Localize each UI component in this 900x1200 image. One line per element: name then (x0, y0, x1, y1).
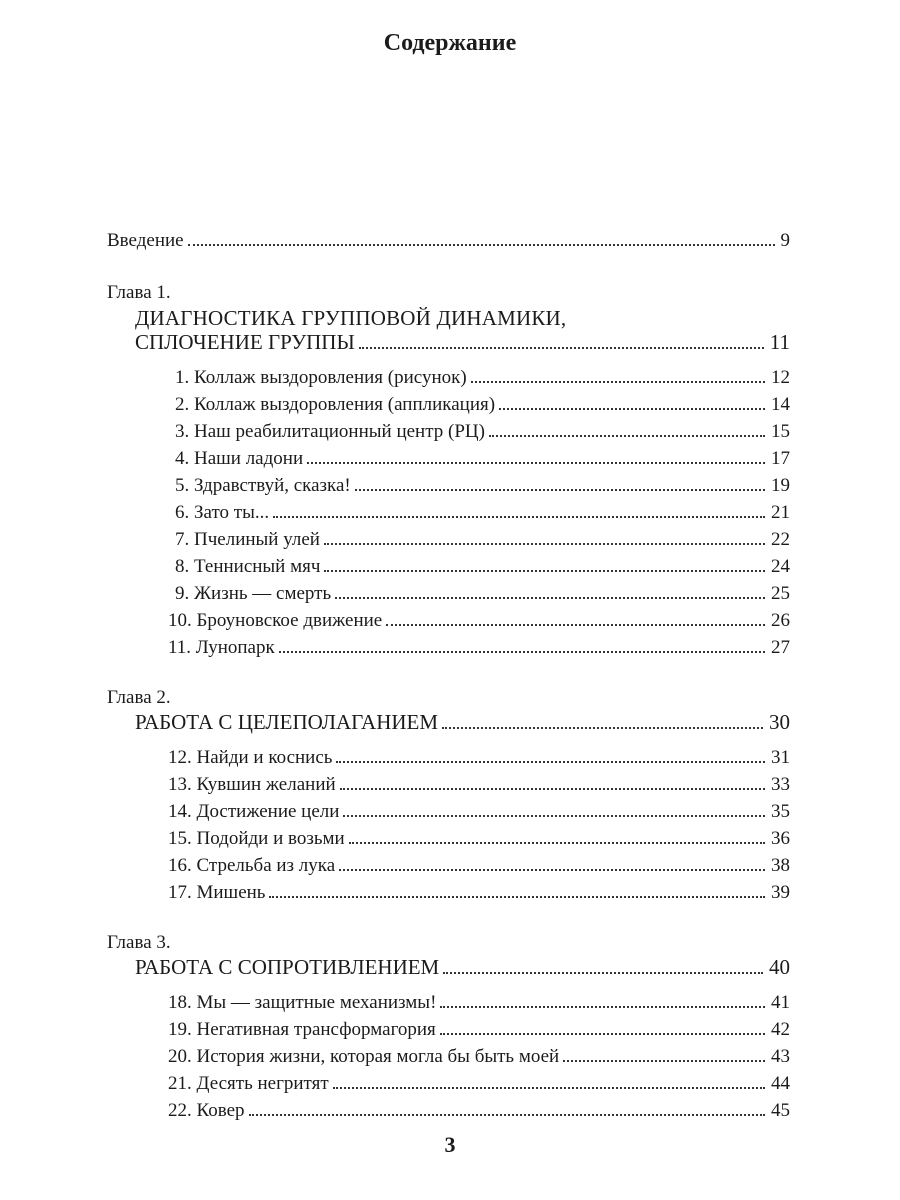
dot-leader (349, 842, 765, 844)
toc-item (175, 528, 790, 552)
toc-item (168, 991, 790, 1015)
toc-item-label: 1. Коллаж выздоровления (рисунок) (175, 367, 467, 388)
chapter-3-label: Глава 3. (107, 932, 171, 953)
dot-leader (440, 1033, 765, 1035)
toc-item-page: 43 (771, 1046, 790, 1067)
toc-item-label: 5. Здравствуй, сказка! (175, 475, 351, 496)
toc-item-label: 7. Пчелиный улей (175, 529, 320, 550)
dot-leader (489, 435, 765, 437)
toc-item-page: 24 (771, 556, 790, 577)
chapter-title-text: РАБОТА С СОПРОТИВЛЕНИЕМ (135, 955, 440, 979)
dot-leader (471, 381, 765, 383)
toc-item (168, 773, 790, 797)
chapter-3-title (135, 955, 790, 979)
toc-item-label: 11. Лунопарк (168, 637, 275, 658)
toc-item (168, 827, 790, 851)
chapter-title-text: РАБОТА С ЦЕЛЕПОЛАГАНИЕМ (135, 710, 439, 734)
toc-item-page: 27 (771, 637, 790, 658)
toc-item (175, 420, 790, 444)
toc-item-page: 31 (771, 747, 790, 768)
toc-item (168, 1072, 790, 1096)
toc-item-page: 14 (771, 394, 790, 415)
toc-item (168, 636, 790, 660)
dot-leader (343, 815, 765, 817)
toc-item-label: 15. Подойди и возьми (168, 828, 345, 849)
toc-item-page: 25 (771, 583, 790, 604)
toc-entry-page: 9 (780, 230, 790, 251)
toc-item-page: 15 (771, 421, 790, 442)
toc-item-label: 6. Зато ты... (175, 502, 270, 523)
toc-item-page: 45 (771, 1100, 790, 1121)
chapter-page: 40 (769, 955, 790, 979)
toc-item (175, 447, 790, 471)
dot-leader (324, 543, 765, 545)
page-title: Содержание (383, 30, 517, 56)
toc-item-page: 38 (771, 855, 790, 876)
toc-item-label: 22. Ковер (168, 1100, 245, 1121)
toc-item (168, 609, 790, 633)
dot-leader (279, 651, 765, 653)
toc-item-label: 8. Теннисный мяч (175, 556, 321, 577)
toc-item-label: 14. Достижение цели (168, 801, 340, 822)
toc-item (175, 474, 790, 498)
toc-item-label: 20. История жизни, которая могла бы быть моей (168, 1046, 560, 1067)
toc-entry-intro (107, 229, 790, 253)
toc-entry-label: Введение (107, 230, 184, 251)
toc-item (168, 1045, 790, 1069)
toc-item-label: 21. Десять негритят (168, 1073, 329, 1094)
toc-item-label: 19. Негативная трансформагория (168, 1019, 436, 1040)
toc-item-label: 9. Жизнь — смерть (175, 583, 332, 604)
toc-item (175, 366, 790, 390)
dot-leader (335, 597, 765, 599)
toc-item-label: 4. Наши ладони (175, 448, 304, 469)
toc-item-page: 26 (771, 610, 790, 631)
dot-leader (340, 788, 765, 790)
dot-leader (442, 727, 763, 729)
dot-leader (499, 408, 765, 410)
dot-leader (336, 761, 765, 763)
chapter-title-text: СПЛОЧЕНИЕ ГРУППЫ (135, 330, 355, 354)
toc-item-page: 39 (771, 882, 790, 903)
toc-item-label: 10. Броуновское движение (168, 610, 383, 631)
dot-leader (249, 1114, 765, 1116)
dot-leader (324, 570, 765, 572)
toc-item (168, 800, 790, 824)
toc-item-page: 17 (771, 448, 790, 469)
toc-item (168, 746, 790, 770)
dot-leader (269, 896, 765, 898)
dot-leader (355, 489, 765, 491)
toc-item (168, 881, 790, 905)
toc-item-page: 12 (771, 367, 790, 388)
toc-item-page: 44 (771, 1073, 790, 1094)
toc-item (175, 555, 790, 579)
toc-item-page: 35 (771, 801, 790, 822)
page-number: 3 (444, 1132, 456, 1157)
toc-item-page: 33 (771, 774, 790, 795)
toc-item-label: 17. Мишень (168, 882, 266, 903)
chapter-page: 30 (769, 710, 790, 734)
toc-item-page: 42 (771, 1019, 790, 1040)
dot-leader (188, 244, 775, 246)
chapter-2-label: Глава 2. (107, 687, 171, 708)
toc-item-label: 2. Коллаж выздоровления (аппликация) (175, 394, 496, 415)
toc-item-label: 12. Найди и коснись (168, 747, 333, 768)
toc-item-label: 3. Наш реабилитационный центр (РЦ) (175, 421, 485, 442)
dot-leader (273, 516, 765, 518)
toc-item (168, 854, 790, 878)
toc-item-label: 16. Стрельба из лука (168, 855, 336, 876)
toc-item-page: 21 (771, 502, 790, 523)
chapter-1-label: Глава 1. (107, 282, 171, 303)
toc-item (175, 501, 790, 525)
toc-item (168, 1018, 790, 1042)
toc-item (168, 1099, 790, 1123)
toc-item-label: 13. Кувшин желаний (168, 774, 336, 795)
dot-leader (443, 972, 763, 974)
dot-leader (440, 1006, 765, 1008)
dot-leader (563, 1060, 765, 1062)
toc-item-label: 18. Мы — защитные механизмы! (168, 992, 437, 1013)
toc-item-page: 41 (771, 992, 790, 1013)
toc-item-page: 22 (771, 529, 790, 550)
toc-item-page: 36 (771, 828, 790, 849)
chapter-1-title-line1: ДИАГНОСТИКА ГРУППОВОЙ ДИНАМИКИ, (135, 306, 567, 330)
chapter-2-title (135, 710, 790, 734)
toc-item-page: 19 (771, 475, 790, 496)
dot-leader (333, 1087, 765, 1089)
toc-item (175, 393, 790, 417)
chapter-1-title-line2 (135, 330, 790, 354)
chapter-page: 11 (769, 330, 790, 354)
dot-leader (386, 624, 765, 626)
dot-leader (359, 347, 764, 349)
dot-leader (307, 462, 765, 464)
dot-leader (339, 869, 765, 871)
toc-item (175, 582, 790, 606)
